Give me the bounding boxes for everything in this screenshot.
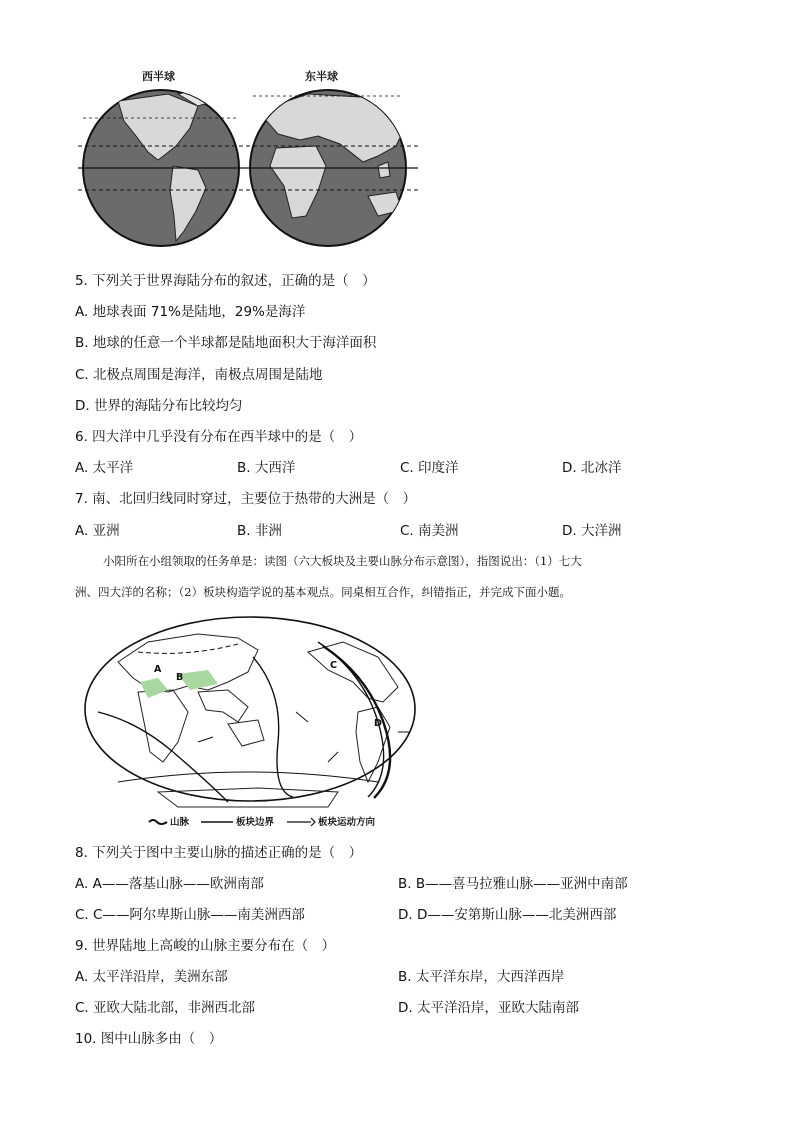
legend-direction: 板块运动方向 — [318, 817, 376, 828]
question-9-stem: 9. 世界陆地上高峻的山脉主要分布在（ ） — [75, 938, 336, 954]
question-5-option-c: C. 北极点周围是海洋，南极点周围是陆地 — [75, 367, 323, 383]
legend-mountain: 山脉 — [170, 817, 190, 828]
question-6-option-d: D. 北冰洋 — [562, 460, 622, 476]
direction-arrow-icon — [286, 817, 316, 827]
question-7-option-c: C. 南美洲 — [400, 523, 459, 539]
map-label-d: D — [374, 718, 382, 729]
map-label-b: B — [176, 672, 184, 683]
map-label-c: C — [330, 660, 337, 671]
hemisphere-figure — [78, 66, 418, 248]
question-5-option-b: B. 地球的任意一个半球都是陆地面积大于海洋面积 — [75, 335, 377, 351]
question-8-option-a: A. A——落基山脉——欧洲南部 — [75, 876, 264, 892]
question-9-option-d: D. 太平洋沿岸，亚欧大陆南部 — [398, 1000, 579, 1016]
question-5-option-a: A. 地球表面 71%是陆地，29%是海洋 — [75, 304, 306, 320]
map-legend — [148, 814, 398, 830]
question-8-option-d: D. D——安第斯山脉——北美洲西部 — [398, 907, 617, 923]
question-6-option-b: B. 大西洋 — [237, 460, 296, 476]
plate-map-figure — [78, 612, 418, 832]
question-9-option-a: A. 太平洋沿岸，美洲东部 — [75, 969, 228, 985]
hemisphere-map-image — [78, 66, 418, 248]
plate-map-image — [78, 612, 418, 832]
passage-line-2: 洲、四大洋的名称；（2）板块构造学说的基本观点。同桌相互合作，纠错指正，并完成下面小题。 — [75, 585, 572, 599]
passage-line-1: 小阳所在小组领取的任务单是：读图（六大板块及主要山脉分布示意图），指图说出：（1）七大 — [103, 554, 582, 568]
question-8-option-b: B. B——喜马拉雅山脉——亚洲中南部 — [398, 876, 628, 892]
question-7-option-a: A. 亚洲 — [75, 523, 120, 539]
question-5-option-d: D. 世界的海陆分布比较均匀 — [75, 398, 243, 414]
question-8-option-c: C. C——阿尔卑斯山脉——南美洲西部 — [75, 907, 305, 923]
map-label-a: A — [154, 664, 162, 675]
question-8-stem: 8. 下列关于图中主要山脉的描述正确的是（ ） — [75, 845, 363, 861]
boundary-legend-icon — [200, 817, 234, 827]
question-9-option-b: B. 太平洋东岸，大西洋西岸 — [398, 969, 565, 985]
question-7-option-d: D. 大洋洲 — [562, 523, 622, 539]
question-6-stem: 6. 四大洋中几乎没有分布在西半球中的是（ ） — [75, 429, 363, 445]
mountain-legend-icon — [148, 817, 168, 827]
question-7-stem: 7. 南、北回归线同时穿过，主要位于热带的大洲是（ ） — [75, 491, 417, 507]
west-hemisphere-label: 西半球 — [142, 70, 175, 83]
legend-boundary: 板块边界 — [236, 817, 275, 828]
question-6-option-c: C. 印度洋 — [400, 460, 459, 476]
question-6-option-a: A. 太平洋 — [75, 460, 134, 476]
east-hemisphere-label: 东半球 — [305, 70, 338, 83]
question-7-option-b: B. 非洲 — [237, 523, 282, 539]
question-5-stem: 5. 下列关于世界海陆分布的叙述，正确的是（ ） — [75, 273, 376, 289]
question-9-option-c: C. 亚欧大陆北部，非洲西北部 — [75, 1000, 256, 1016]
question-10-stem: 10. 图中山脉多由（ ） — [75, 1031, 223, 1047]
